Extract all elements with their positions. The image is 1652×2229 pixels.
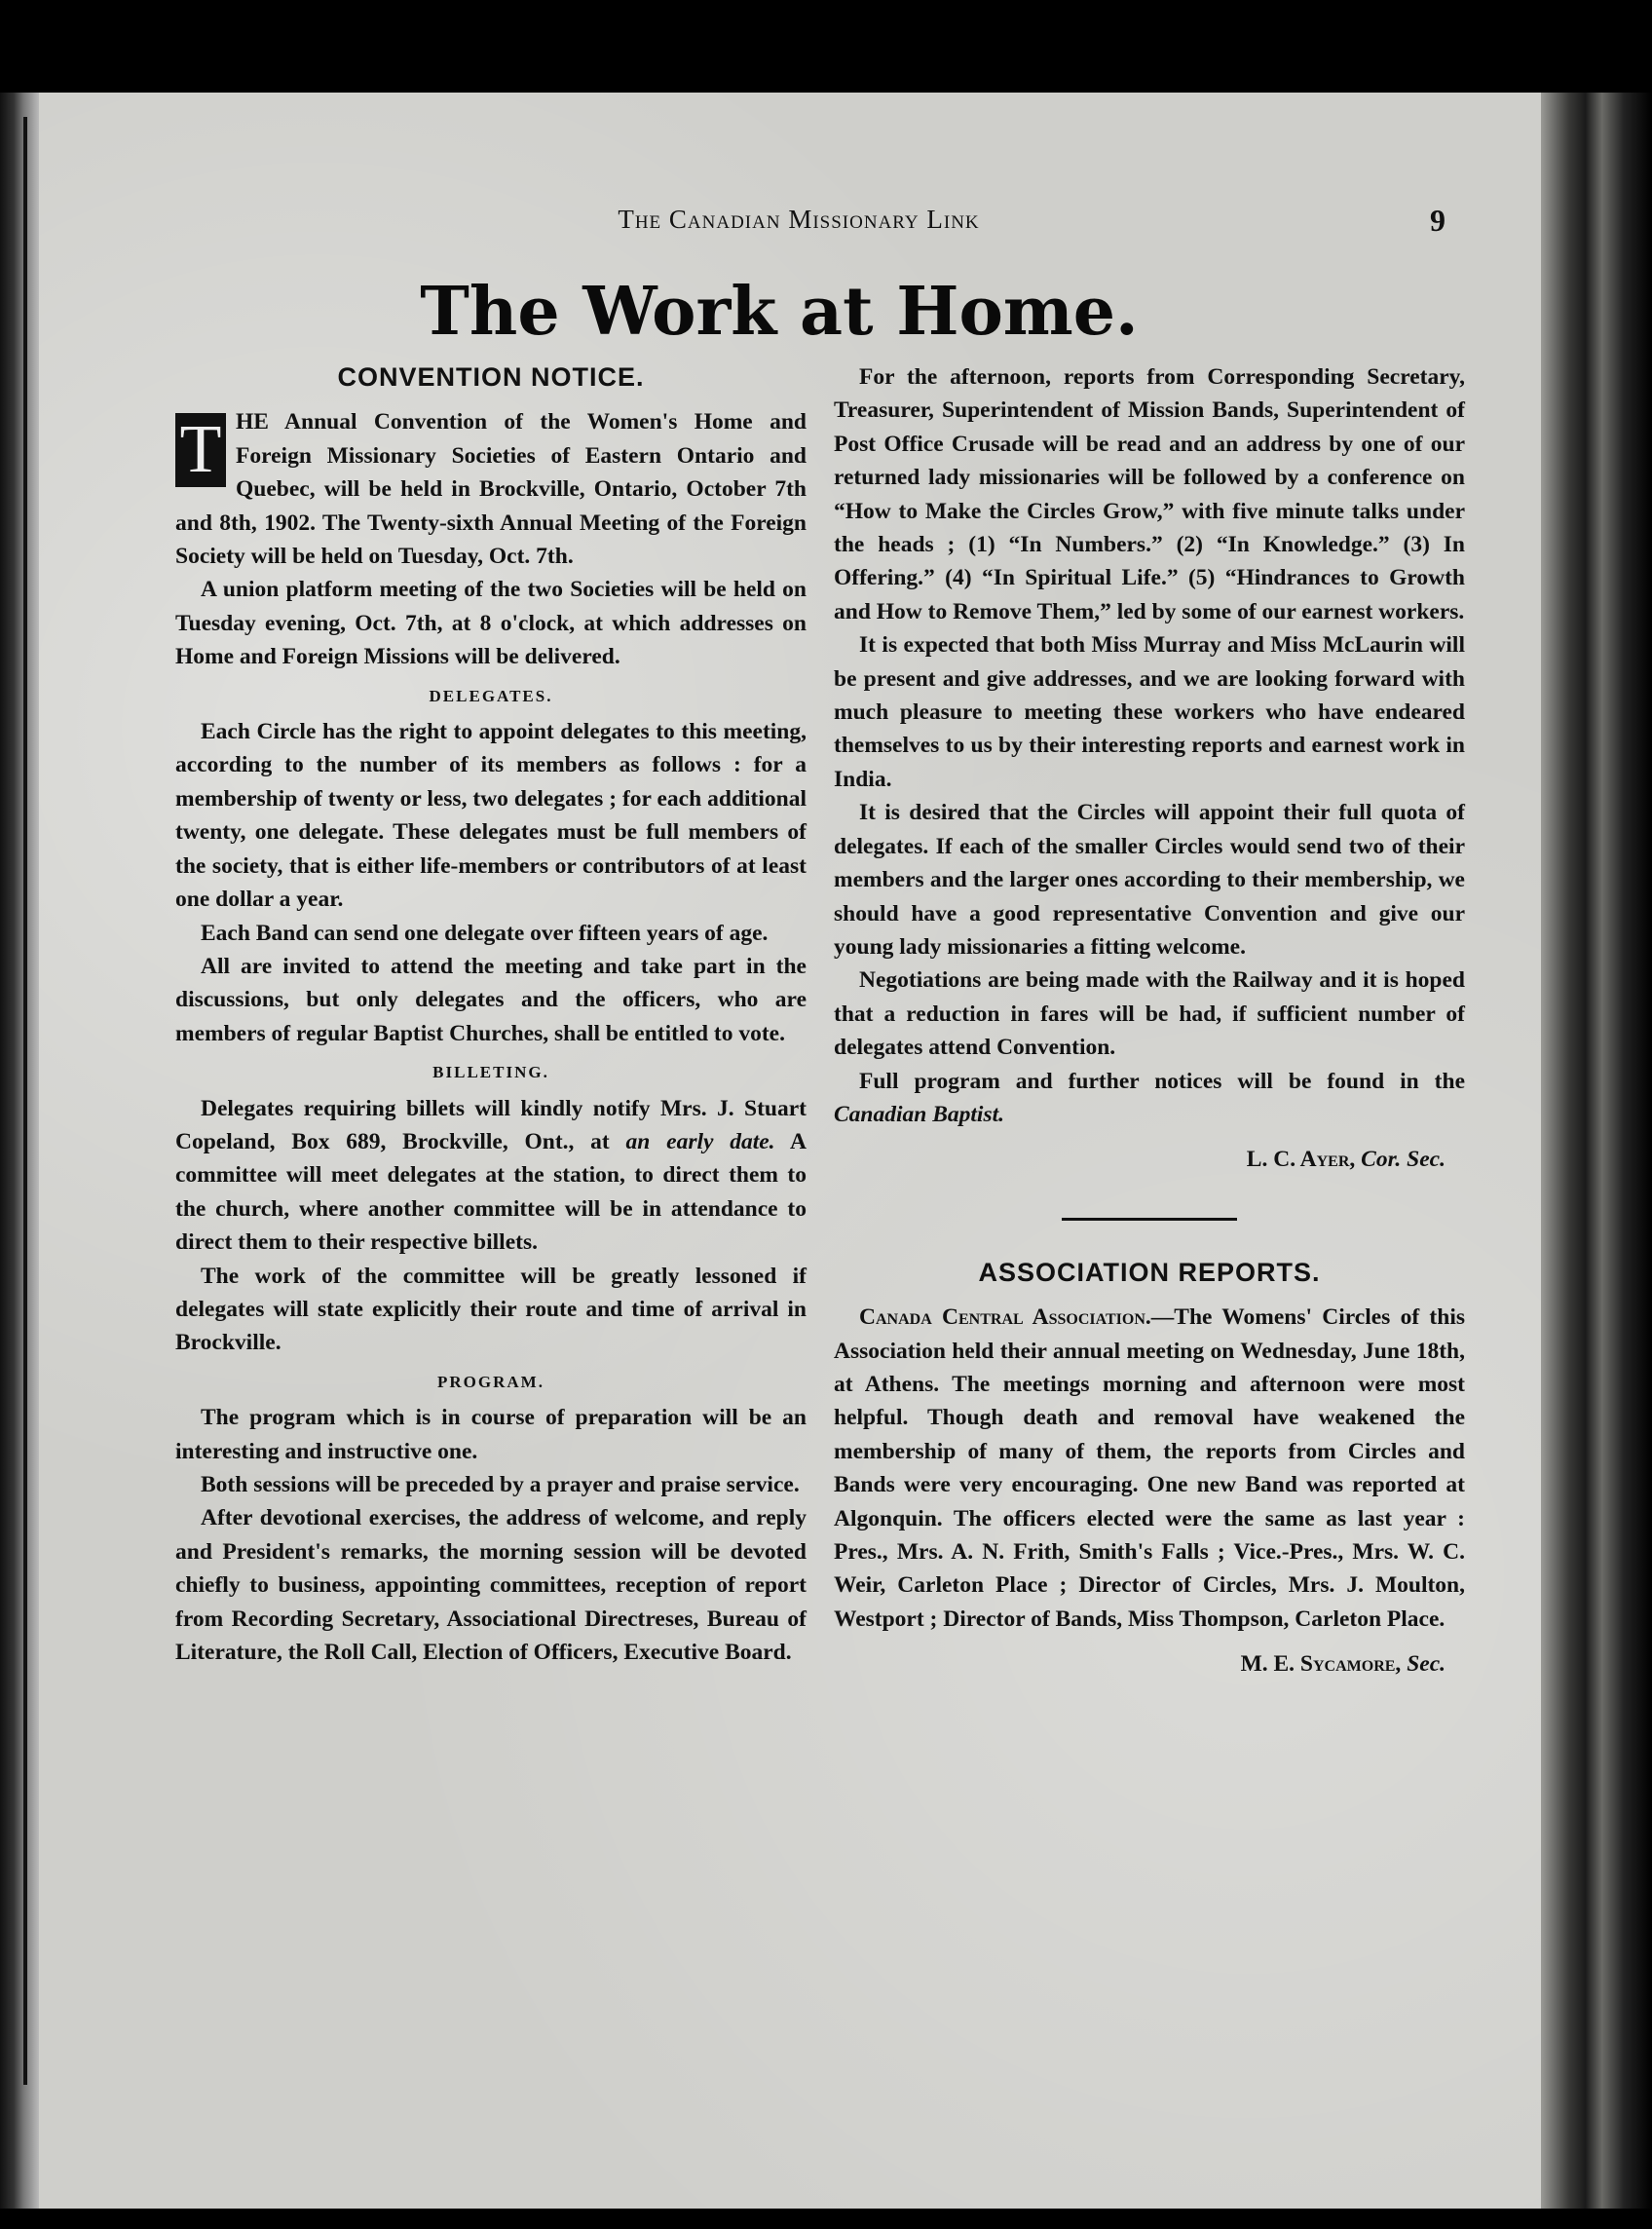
billets-italic: an early date. xyxy=(625,1128,775,1154)
section-divider xyxy=(1062,1218,1237,1221)
signature-ayer-role: Cor. Sec. xyxy=(1361,1147,1446,1173)
union-meeting-paragraph: A union platform meeting of the two Societies will be held on Tuesday evening, Oct. 7th, at 8 o'clock, at which addresses on Home and Foreign Missions will be delivered. xyxy=(175,577,807,670)
signature-sycamore-name: M. E. Sycamore, xyxy=(1240,1651,1408,1678)
billeting-subheading: BILLETING. xyxy=(432,1063,549,1082)
delegates-paragraph: Each Circle has the right to appoint delegates to this meeting, according to the number of its members as follows : for a membership of twenty or less, two delegates ; for each additional twenty, one delegate. These delegates must be full members of the society, that is either life-members or contributors of at least one dollar a year. xyxy=(175,719,807,913)
missionaries-paragraph: It is expected that both Miss Murray and Miss McLaurin will be present and give addresses, and we are looking forward with much pleasure to meeting these workers who have endeared themselves to us by their interesting reports and earnest work in India. xyxy=(834,632,1465,792)
billets-text-a: Delegates requiring billets will kindly notify Mrs. J. Stuart Copeland, Box 689, Brockville, Ont., at xyxy=(175,1095,807,1154)
running-head: The Canadian Missionary Link xyxy=(618,205,980,234)
signature-sycamore xyxy=(834,1647,1446,1681)
delegates-subheading: DELEGATES. xyxy=(429,686,553,705)
signature-sycamore-role: Sec. xyxy=(1407,1651,1446,1678)
page-edge xyxy=(1541,93,1652,2209)
left-column xyxy=(175,360,807,1669)
sessions-paragraph: Both sessions will be preceded by a prayer and praise service. xyxy=(201,1472,800,1497)
convention-notice-heading: CONVENTION NOTICE. xyxy=(337,362,645,392)
quota-paragraph: It is desired that the Circles will appoint their full quota of delegates. If each of the smaller Circles would send two of their members and the larger ones according to their membership, we should have a good representative Convention and give our young lady missionaries a fitting welcome. xyxy=(834,800,1465,960)
association-reports-heading: ASSOCIATION REPORTS. xyxy=(978,1257,1321,1287)
full-program-paragraph xyxy=(834,1065,1465,1132)
devotional-paragraph: After devotional exercises, the address of welcome, and reply and President's remarks, the morning session will be devoted chiefly to business, appointing committees, reception of report from Recording Secretary, Associational Directreses, Bureau of Literature, the Roll Call, Election of Officers, Executive Board. xyxy=(175,1505,807,1666)
association-body: —The Womens' Circles of this Association held their annual meeting on Wednesday, June 18th, at Athens. The meetings morning and afternoon were most helpful. Though death and removal have weakened the membership of many of them, the reports from Circles and Bands were very encouraging. One new Band was reported at Algonquin. The officers elected were the same as last year : Pres., Mrs. A. N. Frith, Smith's Falls ; Vice.-Pres., Mrs. W. C. Weir, Carleton Place ; Director of Circles, Mrs. J. Moulton, Westport ; Director of Bands, Miss Thompson, Carleton Place. xyxy=(834,1304,1466,1632)
page-title: The Work at Home. xyxy=(420,273,1139,351)
page-number: 9 xyxy=(1430,203,1446,238)
association-lead: Canada Central Association. xyxy=(859,1304,1151,1331)
binding-thread xyxy=(23,117,27,2085)
signature-ayer xyxy=(834,1143,1446,1176)
intro-paragraph xyxy=(175,405,807,573)
signature-ayer-name: L. C. Ayer, xyxy=(1246,1147,1362,1173)
book-binding xyxy=(0,93,39,2209)
program-subheading: PROGRAM. xyxy=(437,1372,544,1391)
billets-text-b: A committee will meet delegates at the station, to direct them to the church, where another committee will be in attendance to direct them to their respective billets. xyxy=(175,1128,807,1256)
railway-paragraph: Negotiations are being made with the Railway and it is hoped that a reduction in fares will be had, if sufficient number of delegates attend Convention. xyxy=(834,967,1465,1061)
committee-paragraph: The work of the committee will be greatly lessoned if delegates will state explicitly their route and time of arrival in Brockville. xyxy=(175,1263,807,1356)
right-column xyxy=(834,360,1465,1681)
canadian-baptist-title: Canadian Baptist. xyxy=(834,1101,1004,1127)
intro-text: HE Annual Convention of the Women's Home and Foreign Missionary Societies of Eastern Ontario and Quebec, will be held in Brockville, Ontario, October 7th and 8th, 1902. The Twenty-sixth Annual Meeting of the Foreign Society will be held on Tuesday, Oct. 7th. xyxy=(175,409,807,570)
association-paragraph xyxy=(834,1301,1465,1636)
afternoon-paragraph: For the afternoon, reports from Corresponding Secretary, Treasurer, Superintendent of Mission Bands, Superintendent of Post Office Crusade will be read and an address by one of our returned lady missionaries will be followed by a conference on “How to Make the Circles Grow,” with five minute talks under the heads ; (1) “In Numbers.” (2) “In Knowledge.” (3) In Offering.” (4) “In Spiritual Life.” (5) “Hindrances to Growth and How to Remove Them,” led by some of our earnest workers. xyxy=(834,364,1465,624)
band-paragraph: Each Band can send one delegate over fifteen years of age. xyxy=(201,920,769,946)
program-paragraph: The program which is in course of preparation will be an interesting and instructive one. xyxy=(175,1405,807,1464)
full-program-text: Full program and further notices will be found in the xyxy=(859,1068,1465,1094)
invitation-paragraph: All are invited to attend the meeting and take part in the discussions, but only delegates and the officers, who are members of regular Baptist Churches, shall be entitled to vote. xyxy=(175,953,807,1046)
drop-cap: T xyxy=(175,413,226,487)
billets-paragraph xyxy=(175,1092,807,1260)
